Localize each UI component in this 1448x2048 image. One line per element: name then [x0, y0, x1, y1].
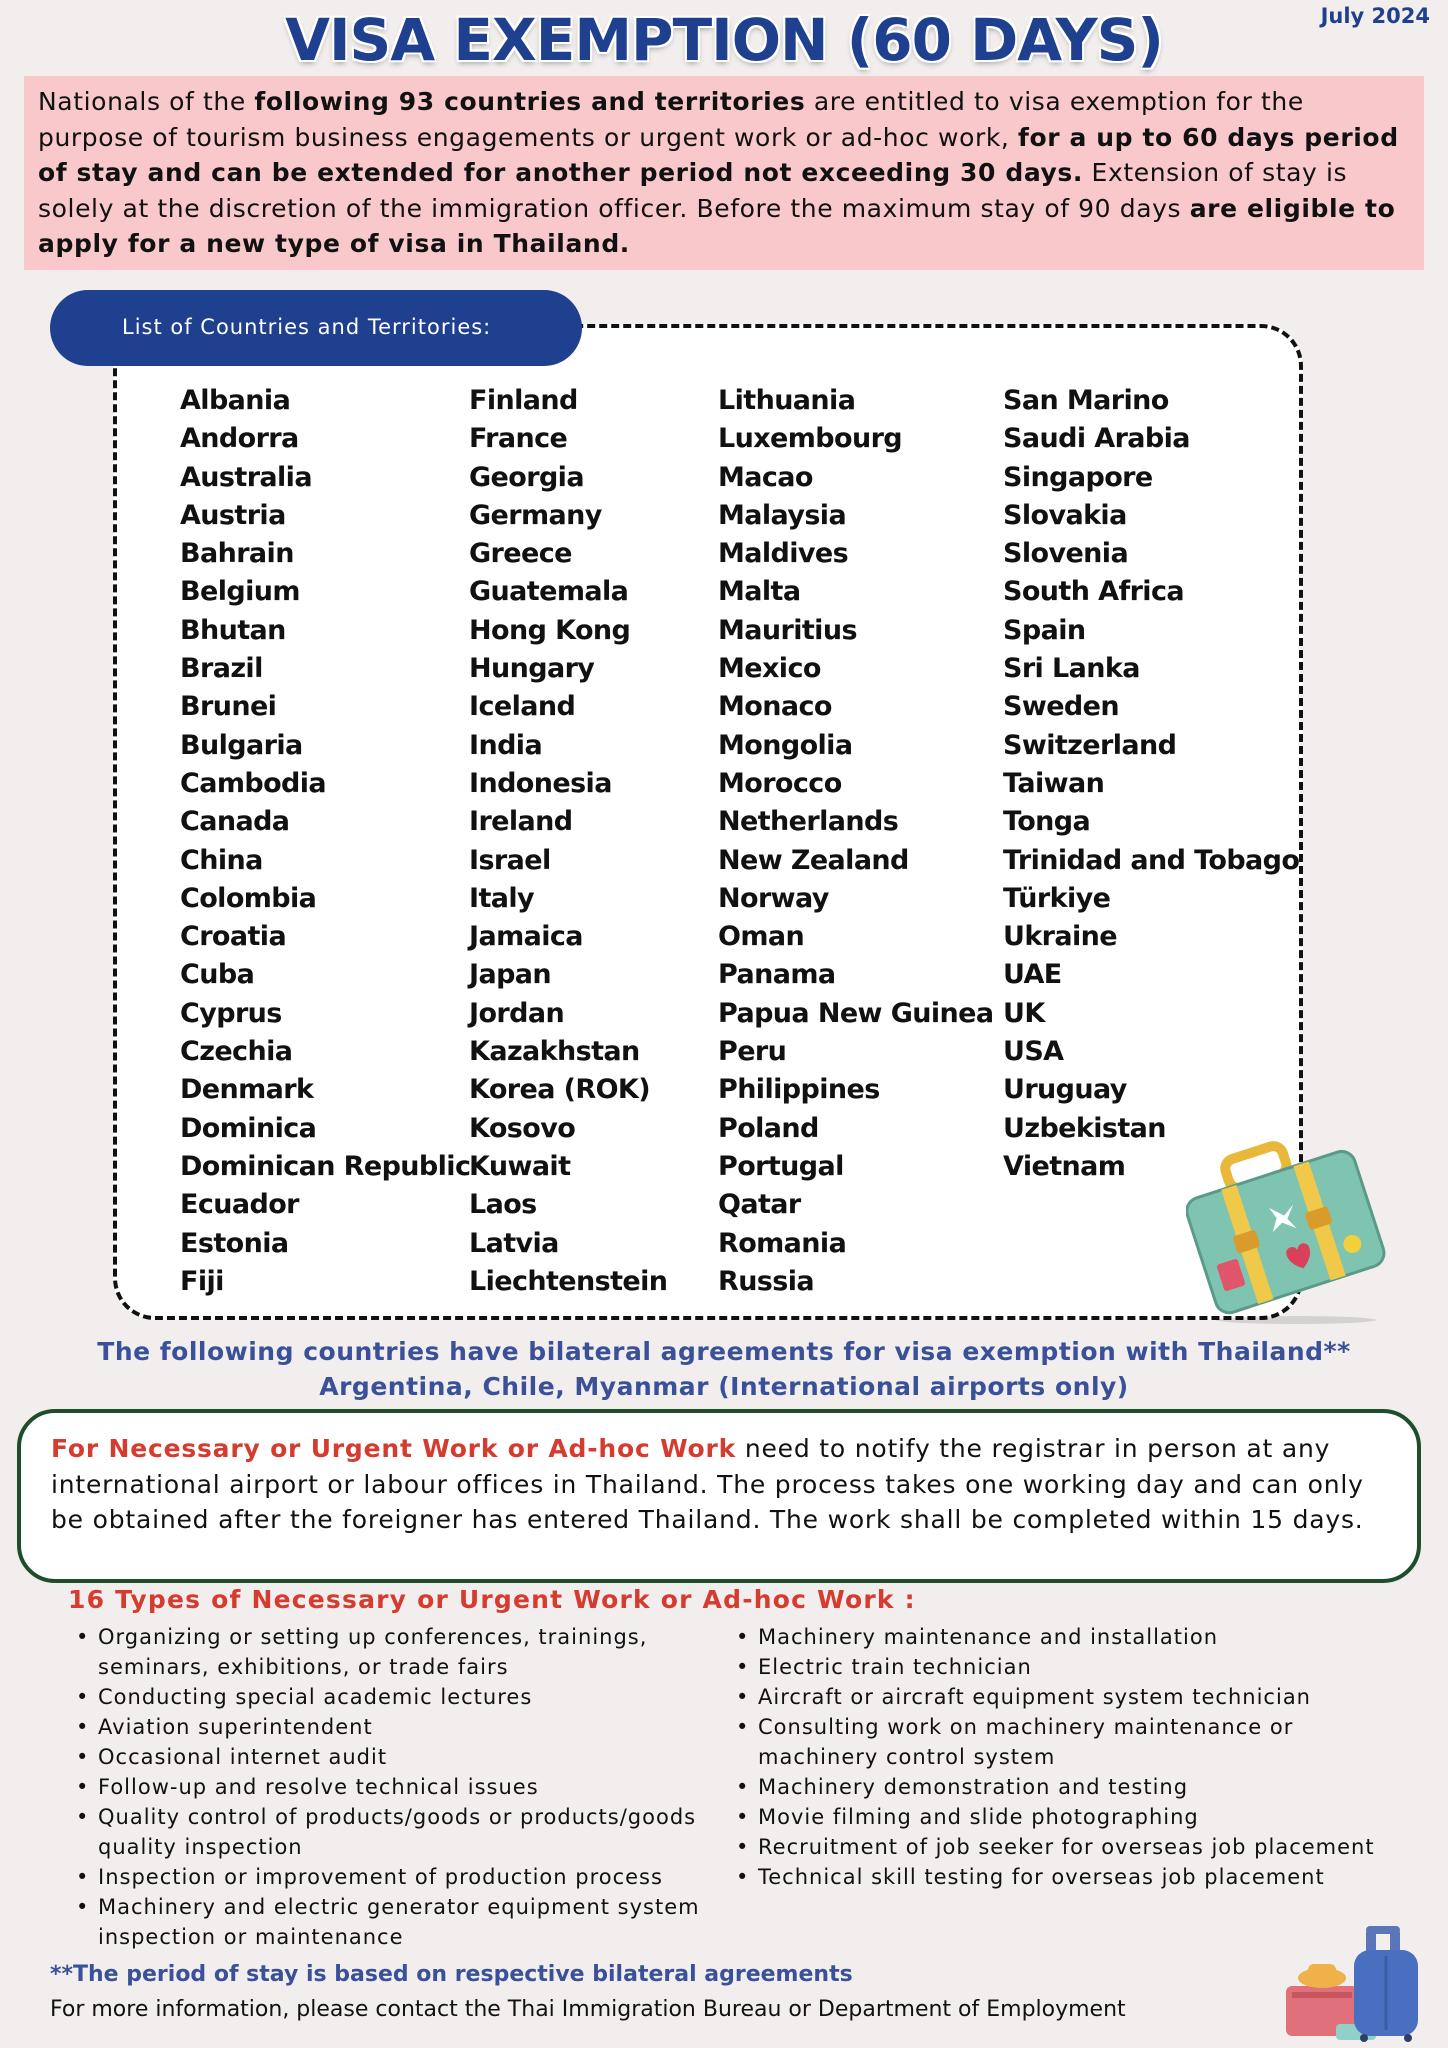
- country-item: France: [469, 423, 568, 455]
- country-item: Ireland: [469, 806, 573, 838]
- country-item: Hungary: [469, 653, 595, 685]
- country-item: Mexico: [718, 653, 821, 685]
- country-item: Oman: [718, 921, 805, 953]
- intro-panel: [24, 76, 1424, 270]
- country-item: Saudi Arabia: [1003, 423, 1190, 455]
- country-item: Sweden: [1003, 691, 1119, 723]
- work-types-right-list: [728, 1622, 1418, 1892]
- country-item: Macao: [718, 461, 813, 493]
- urgent-work-text: need to notify the registrar in person at any international airport or labour offices in Thailand. The process takes one working day and can only be obtained after the foreigner has entered Thailand. The work shall be completed within 15 days.: [51, 1434, 1364, 1534]
- country-item: Denmark: [180, 1074, 314, 1106]
- country-item: Ukraine: [1003, 921, 1118, 953]
- country-item: Maldives: [718, 538, 849, 570]
- luggage-illustration: [1282, 1920, 1432, 2044]
- country-item: Georgia: [469, 461, 584, 493]
- country-item: Korea (ROK): [469, 1074, 650, 1106]
- country-item: Uzbekistan: [1003, 1112, 1166, 1144]
- country-item: Israel: [469, 844, 551, 876]
- country-item: Trinidad and Tobago: [1003, 844, 1300, 876]
- bilateral-line-1: The following countries have bilateral agreements for visa exemption with Thailand**: [97, 1337, 1351, 1366]
- country-item: Luxembourg: [718, 423, 903, 455]
- country-column-3: [718, 382, 994, 1301]
- country-item: Singapore: [1003, 461, 1153, 493]
- work-type-item: • Technical skill testing for overseas job placement: [728, 1862, 1418, 1892]
- work-type-item: • Conducting special academic lectures: [68, 1682, 718, 1712]
- country-item: Hong Kong: [469, 614, 631, 646]
- suitcase-illustration: [1186, 1124, 1386, 1324]
- country-item: India: [469, 729, 543, 761]
- country-item: China: [180, 844, 263, 876]
- intro-text-1: Nationals of the: [38, 87, 255, 116]
- work-type-item: • Machinery demonstration and testing: [728, 1772, 1418, 1802]
- work-type-item: • Occasional internet audit: [68, 1742, 718, 1772]
- country-item: Mongolia: [718, 729, 853, 761]
- intro-bold-1: following 93 countries and territories: [254, 87, 806, 116]
- country-column-1: [180, 382, 470, 1301]
- country-column-2: [469, 382, 667, 1301]
- country-item: UK: [1003, 997, 1045, 1029]
- date-label: July 2024: [1320, 4, 1430, 28]
- work-type-item: • Machinery maintenance and installation: [728, 1622, 1418, 1652]
- country-item: Cuba: [180, 959, 255, 991]
- country-item: Australia: [180, 461, 312, 493]
- country-item: Monaco: [718, 691, 832, 723]
- country-item: Estonia: [180, 1227, 289, 1259]
- country-item: Iceland: [469, 691, 576, 723]
- country-item: Austria: [180, 499, 286, 531]
- country-item: Kosovo: [469, 1112, 576, 1144]
- intro-bold-3: are eligible to apply for a new type of visa in Thailand.: [38, 193, 1396, 258]
- country-item: Portugal: [718, 1150, 844, 1182]
- work-type-item: • Recruitment of job seeker for overseas job placement: [728, 1832, 1418, 1862]
- work-type-item: • Movie filming and slide photographing: [728, 1802, 1418, 1832]
- country-item: Germany: [469, 499, 602, 531]
- country-item: Andorra: [180, 423, 299, 455]
- country-item: Peru: [718, 1036, 787, 1068]
- country-item: Kazakhstan: [469, 1036, 640, 1068]
- country-item: Lithuania: [718, 385, 856, 416]
- work-type-item: • Inspection or improvement of production process: [68, 1862, 718, 1892]
- country-column-4: [1003, 382, 1299, 1186]
- country-item: Japan: [469, 959, 552, 991]
- country-item: UAE: [1003, 959, 1062, 991]
- country-item: Mauritius: [718, 614, 857, 646]
- country-item: Philippines: [718, 1074, 880, 1106]
- intro-text-3: Extension of stay is solely at the discretion of the immigration officer. Before the maximum stay of 90 days: [38, 158, 1348, 223]
- country-item: USA: [1003, 1036, 1064, 1068]
- country-item: Colombia: [180, 882, 317, 914]
- country-item: Fiji: [180, 1265, 224, 1297]
- country-item: Indonesia: [469, 767, 612, 799]
- country-item: Switzerland: [1003, 729, 1177, 761]
- country-item: Dominican Republic: [180, 1150, 471, 1182]
- country-item: Poland: [718, 1112, 819, 1144]
- country-item: Italy: [469, 882, 535, 914]
- work-type-item: • Follow-up and resolve technical issues: [68, 1772, 718, 1802]
- work-type-item: • Aircraft or aircraft equipment system technician: [728, 1682, 1418, 1712]
- country-item: Cambodia: [180, 767, 327, 799]
- country-item: Türkiye: [1003, 882, 1111, 914]
- country-item: Ecuador: [180, 1189, 299, 1221]
- country-item: Belgium: [180, 576, 300, 608]
- country-item: Liechtenstein: [469, 1265, 668, 1297]
- country-item: New Zealand: [718, 844, 909, 876]
- country-item: Dominica: [180, 1112, 317, 1144]
- country-item: Bulgaria: [180, 729, 303, 761]
- work-types-left-list: [68, 1622, 718, 1952]
- country-item: Romania: [718, 1227, 847, 1259]
- footnote: **The period of stay is based on respective bilateral agreements: [50, 1962, 853, 1987]
- country-item: Bahrain: [180, 538, 294, 570]
- country-item: Norway: [718, 882, 829, 914]
- bilateral-line-2: Argentina, Chile, Myanmar (International airports only): [319, 1372, 1129, 1401]
- intro-bold-2: for a up to 60 days period of stay and can be extended for another period not exceeding 30 days.: [38, 122, 1399, 187]
- country-item: Cyprus: [180, 997, 282, 1029]
- country-item: Greece: [469, 538, 572, 570]
- bilateral-agreements: [0, 1334, 1448, 1404]
- country-item: Laos: [469, 1189, 537, 1221]
- country-item: Sri Lanka: [1003, 653, 1140, 685]
- urgent-work-box: [17, 1409, 1421, 1583]
- country-item: Netherlands: [718, 806, 899, 838]
- work-type-item: • Quality control of products/goods or products/goods quality inspection: [68, 1802, 718, 1862]
- country-item: Czechia: [180, 1036, 293, 1068]
- country-item: Tonga: [1003, 806, 1091, 838]
- country-item: Slovenia: [1003, 538, 1129, 570]
- page-title: VISA EXEMPTION (60 DAYS): [285, 6, 1163, 74]
- country-item: Jamaica: [469, 921, 583, 953]
- country-item: Albania: [180, 385, 291, 416]
- country-item: Brazil: [180, 653, 263, 685]
- country-item: Spain: [1003, 614, 1086, 646]
- work-type-item: • Aviation superintendent: [68, 1712, 718, 1742]
- work-type-item: • Organizing or setting up conferences, trainings, seminars, exhibitions, or trade fairs: [68, 1622, 718, 1682]
- country-item: Latvia: [469, 1227, 559, 1259]
- country-item: Russia: [718, 1265, 815, 1297]
- contact-line: For more information, please contact the Thai Immigration Bureau or Department of Employment: [50, 1997, 1126, 2022]
- country-item: Kuwait: [469, 1150, 571, 1182]
- country-item: Jordan: [469, 997, 565, 1029]
- country-item: Qatar: [718, 1189, 801, 1221]
- country-list-tab: List of Countries and Territories:: [50, 290, 582, 366]
- country-item: Brunei: [180, 691, 277, 723]
- work-type-item: • Electric train technician: [728, 1652, 1418, 1682]
- country-item: Morocco: [718, 767, 842, 799]
- country-item: Vietnam: [1003, 1150, 1126, 1182]
- country-item: Canada: [180, 806, 290, 838]
- country-item: Guatemala: [469, 576, 629, 608]
- country-item: Uruguay: [1003, 1074, 1127, 1106]
- intro-text-2: are entitled to visa exemption for the purpose of tourism business engagements or urgent work or ad-hoc work,: [38, 87, 1304, 152]
- urgent-work-highlight: For Necessary or Urgent Work or Ad-hoc Work: [51, 1434, 737, 1463]
- country-item: Malaysia: [718, 499, 847, 531]
- work-types-title: 16 Types of Necessary or Urgent Work or Ad-hoc Work :: [68, 1585, 916, 1614]
- country-item: San Marino: [1003, 385, 1169, 416]
- country-item: Taiwan: [1003, 767, 1105, 799]
- country-item: Panama: [718, 959, 836, 991]
- country-item: Papua New Guinea: [718, 997, 994, 1029]
- work-type-item: • Consulting work on machinery maintenance or machinery control system: [728, 1712, 1418, 1772]
- country-item: Croatia: [180, 921, 287, 953]
- work-type-item: • Machinery and electric generator equipment system inspection or maintenance: [68, 1892, 718, 1952]
- country-item: Malta: [718, 576, 801, 608]
- country-item: Finland: [469, 385, 578, 416]
- country-item: Bhutan: [180, 614, 286, 646]
- country-item: South Africa: [1003, 576, 1184, 608]
- country-item: Slovakia: [1003, 499, 1127, 531]
